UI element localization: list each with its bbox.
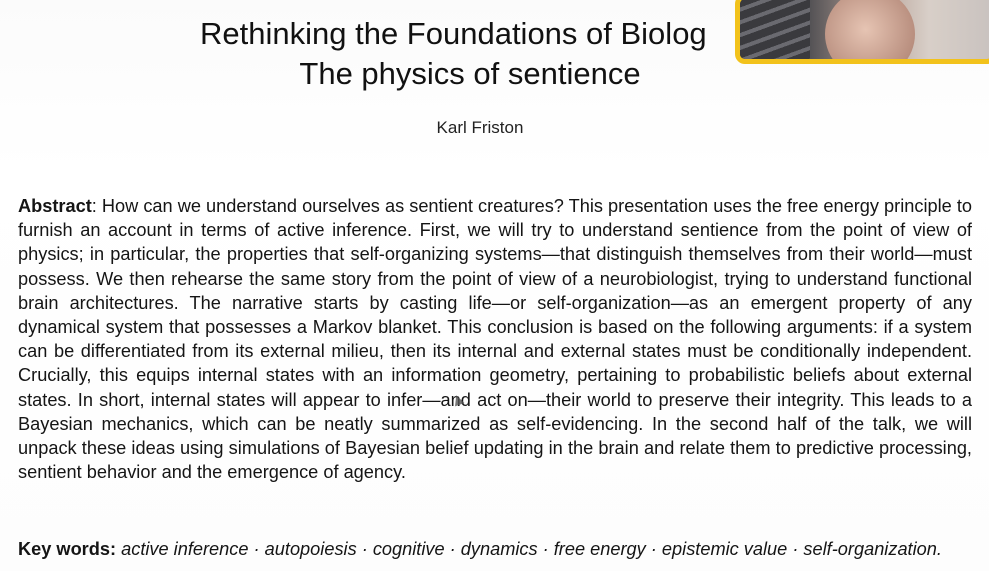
author-name: Karl Friston bbox=[436, 118, 524, 137]
slide-subtitle: The physics of sentience bbox=[299, 56, 641, 91]
slide-title: Rethinking the Foundations of Biolog bbox=[200, 16, 707, 51]
webcam-overlay bbox=[735, 0, 989, 64]
keywords-label: Key words: bbox=[18, 539, 117, 559]
abstract-text: : How can we understand ourselves as sentient creatures? This presentation uses the free energy principle to furnish an account in terms of active inference. First, we will try to understand sentience from the point of view of physics; in particular, the properties that self-organizing systems—that distinguish themselves from their world—must possess. We then rehearse the same story from the point of view of a neurobiologist, trying to understand functional brain architectures. The narrative starts by casting life—or self-organization—as an emergent property of any dynamical system that possesses a Markov blanket. This conclusion is based on the following arguments: if a system can be differentiated from its external milieu, then its internal and external states must be conditionally independent. Crucially, this equips internal states with an information geometry, pertaining to probabilistic beliefs about external states. In short, internal states will appear to infer—and act on—their world to preserve their integrity. This leads to a Bayesian mechanics, which can be neatly summarized as self-evidencing. In the second half of the talk, we will unpack these ideas using simulations of Bayesian belief updating in the brain and relate them to predictive processing, sentient behavior and the emergence of agency. bbox=[18, 196, 973, 483]
webcam-background bbox=[740, 0, 810, 64]
speaker-video-image bbox=[825, 0, 915, 64]
abstract-paragraph bbox=[18, 194, 972, 484]
keywords-text: active inference · autopoiesis · cognitive · dynamics · free energy · epistemic value · self-organization. bbox=[121, 539, 942, 559]
abstract-label: Abstract bbox=[18, 196, 92, 216]
keywords-line bbox=[18, 537, 972, 561]
